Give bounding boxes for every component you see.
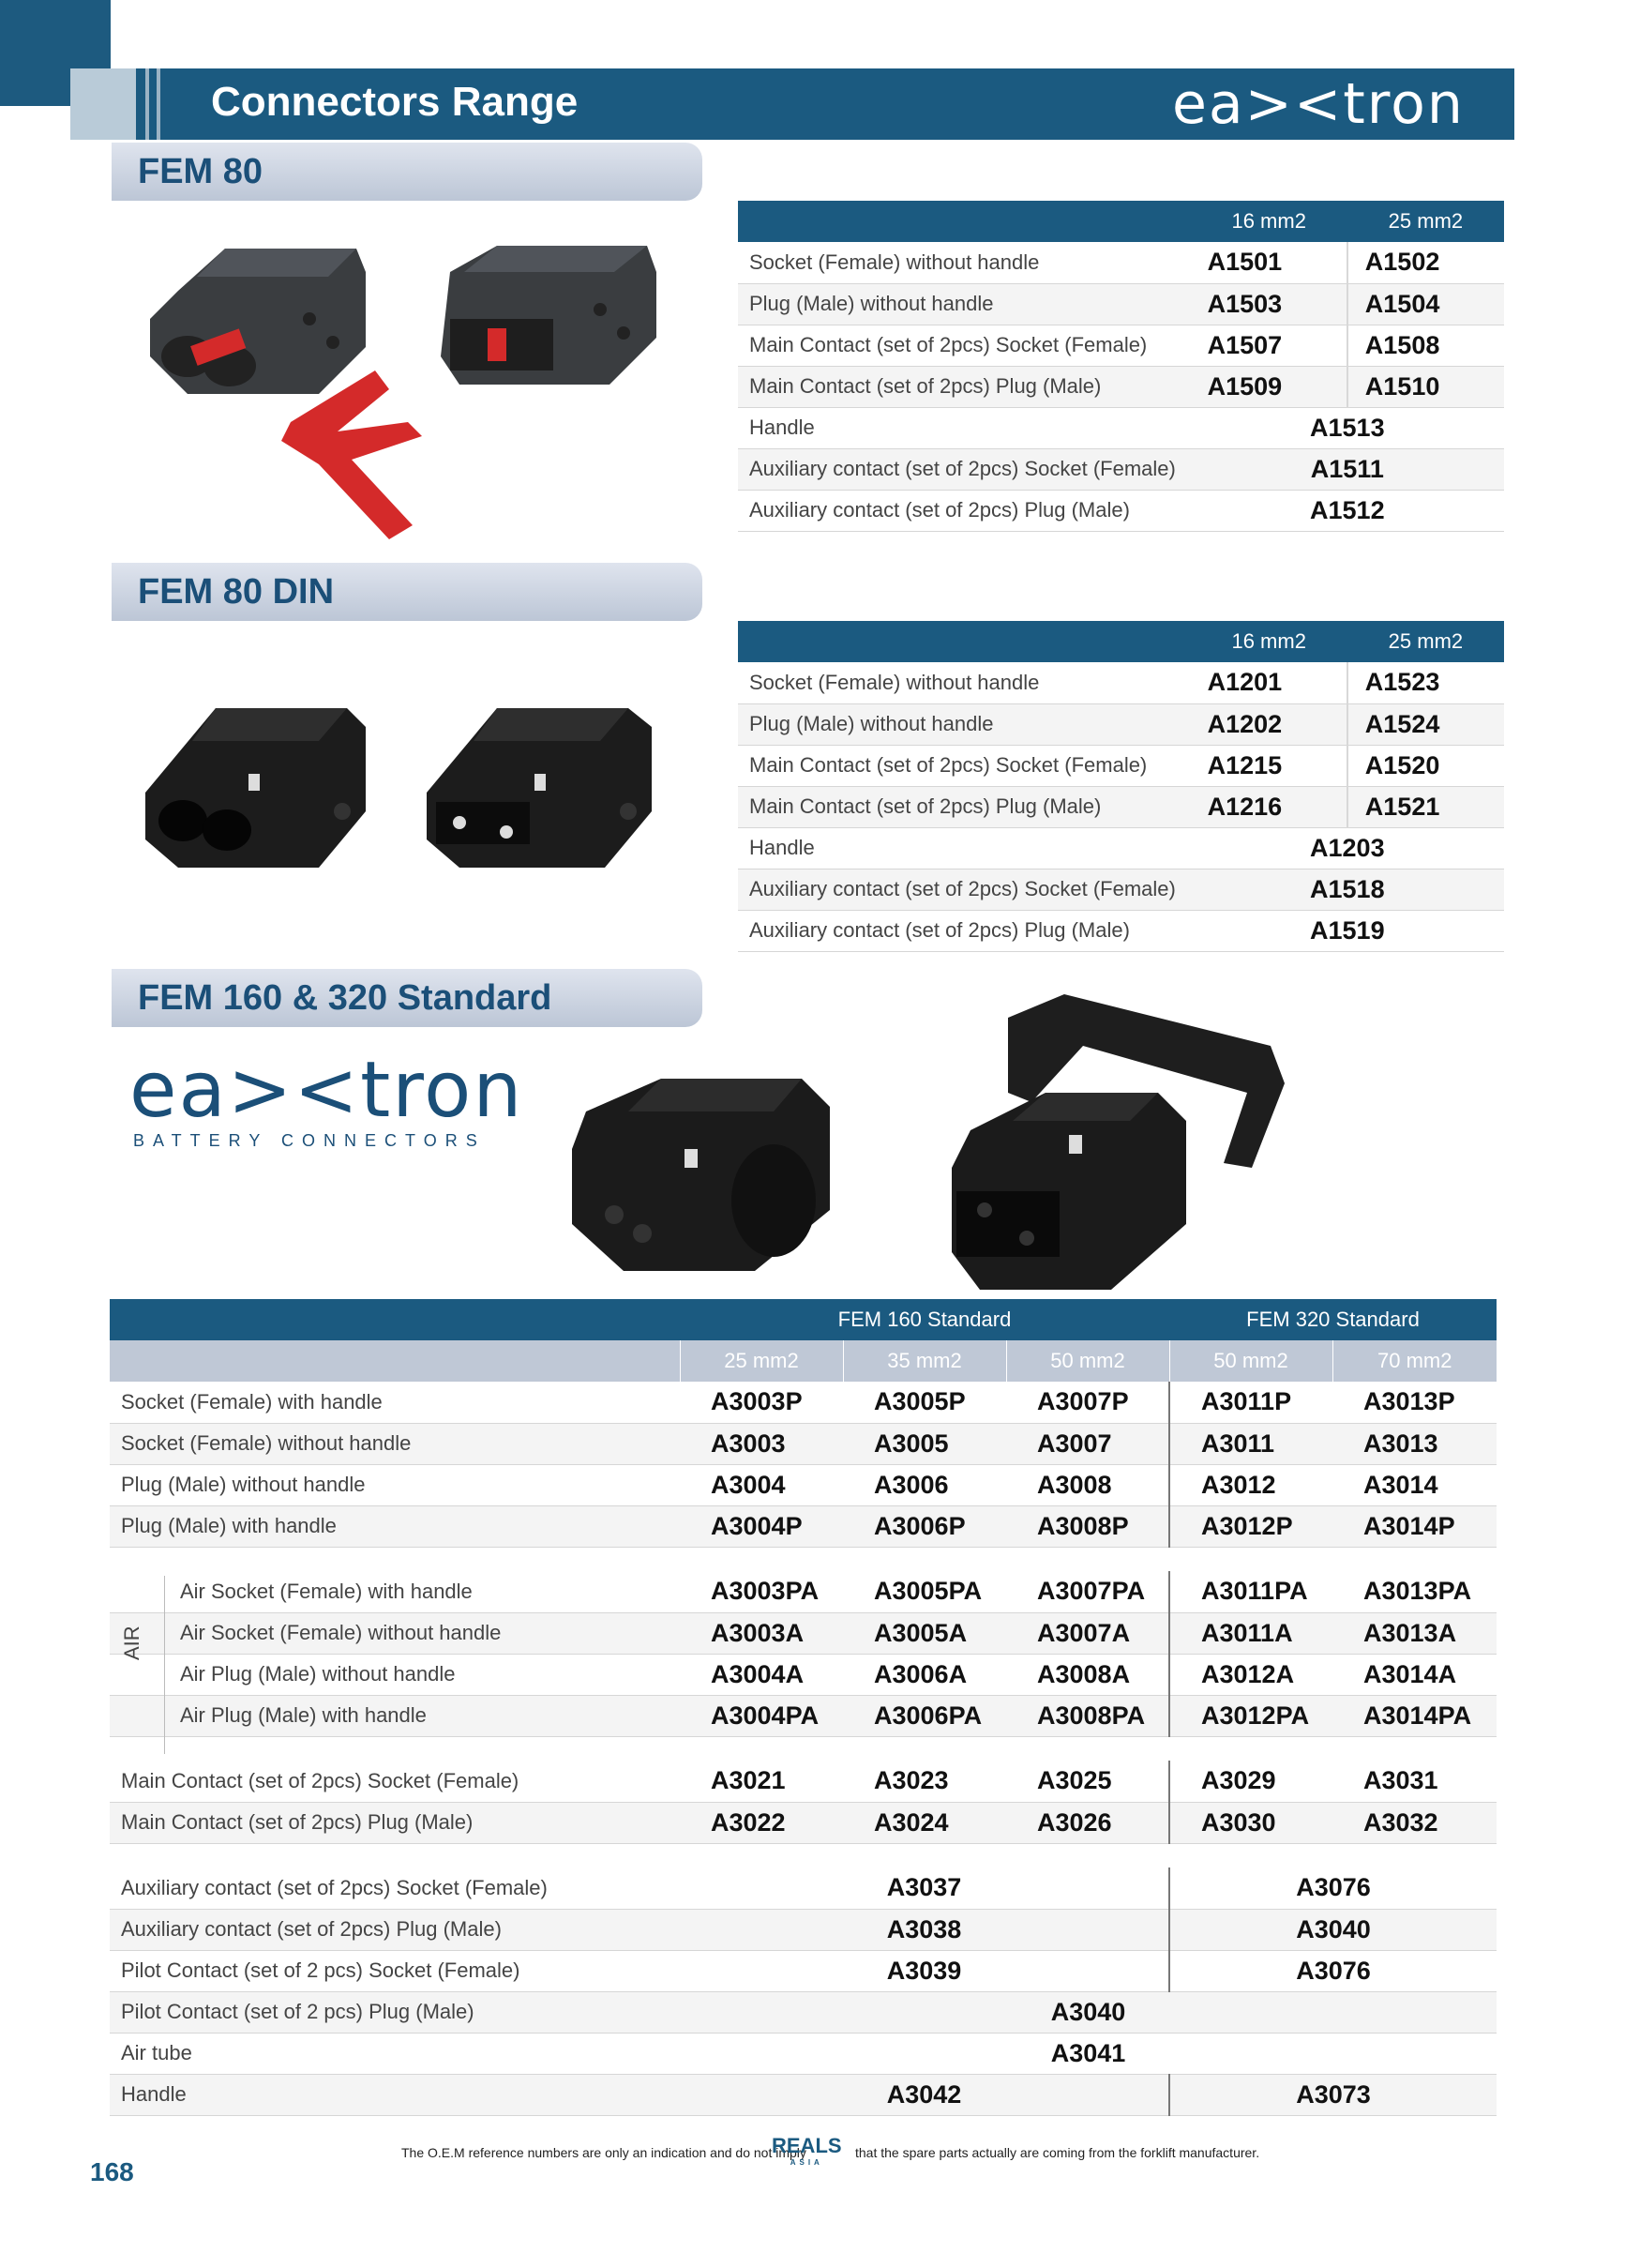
table-row [110, 1464, 1497, 1505]
table-row [738, 407, 1504, 448]
part-code: A3040 [1169, 1909, 1497, 1950]
row-label: Plug (Male) without handle [738, 703, 1191, 745]
part-code: A1519 [1191, 910, 1504, 951]
table-row [738, 869, 1504, 910]
row-label: Main Contact (set of 2pcs) Socket (Female) [738, 745, 1191, 786]
part-code: A3040 [680, 1991, 1497, 2033]
table-row-air [110, 1695, 1497, 1736]
part-code: A1203 [1191, 827, 1504, 869]
part-code: A3024 [843, 1802, 1006, 1843]
part-code: A3041 [680, 2033, 1497, 2074]
part-code: A3012P [1169, 1505, 1332, 1547]
part-code: A3005 [843, 1423, 1006, 1464]
part-code: A3012 [1169, 1464, 1332, 1505]
part-code: A1504 [1347, 283, 1504, 325]
part-code: A1518 [1191, 869, 1504, 910]
fem80-plug-image [441, 246, 656, 385]
section-title: FEM 80 [138, 152, 263, 191]
part-code: A3012A [1169, 1654, 1332, 1695]
part-code: A1510 [1347, 366, 1504, 407]
table-row [110, 1423, 1497, 1464]
col-size: 35 mm2 [843, 1340, 1006, 1382]
footer-disclaimer-left: The O.E.M reference numbers are only an indication and do not imply [401, 2145, 806, 2160]
part-code: A1509 [1191, 366, 1347, 407]
row-label: Air tube [110, 2033, 680, 2074]
logo-subtext: ASIA [790, 2158, 823, 2167]
part-code: A3006 [843, 1464, 1006, 1505]
row-label: Socket (Female) with handle [110, 1382, 680, 1423]
part-code: A3032 [1332, 1802, 1497, 1843]
part-code: A3023 [843, 1761, 1006, 1802]
table-row [738, 786, 1504, 827]
col-16mm2: 16 mm2 [1191, 201, 1347, 242]
table-row [110, 1505, 1497, 1547]
table-row [110, 1909, 1497, 1950]
col-size: 70 mm2 [1332, 1340, 1497, 1382]
part-code: A3003PA [680, 1571, 843, 1612]
part-code: A3039 [680, 1950, 1169, 1991]
air-group-divider [164, 1576, 165, 1754]
page-title: Connectors Range [211, 79, 579, 125]
part-code: A1512 [1191, 490, 1504, 531]
row-label: Pilot Contact (set of 2 pcs) Plug (Male) [110, 1991, 680, 2033]
table-row-air [110, 1571, 1497, 1612]
header-blank [110, 1299, 680, 1340]
part-code: A1524 [1347, 703, 1504, 745]
row-label: Handle [738, 827, 1191, 869]
part-code: A3013A [1332, 1612, 1497, 1654]
part-code: A3022 [680, 1802, 843, 1843]
part-code: A3038 [680, 1909, 1169, 1950]
part-code: A3014 [1332, 1464, 1497, 1505]
fem80din-plug-image [427, 708, 652, 868]
row-label: Auxiliary contact (set of 2pcs) Plug (Male) [738, 490, 1191, 531]
row-label: Main Contact (set of 2pcs) Plug (Male) [738, 786, 1191, 827]
air-group-label: AIR [120, 1625, 143, 1660]
row-label: Handle [738, 407, 1191, 448]
part-code: A1507 [1191, 325, 1347, 366]
table-row [738, 325, 1504, 366]
row-label: Socket (Female) without handle [738, 662, 1191, 703]
part-code: A3008P [1006, 1505, 1169, 1547]
part-code: A1201 [1191, 662, 1347, 703]
part-code: A3026 [1006, 1802, 1169, 1843]
part-code: A3004A [680, 1654, 843, 1695]
part-code: A3076 [1169, 1950, 1497, 1991]
footer-disclaimer-right: that the spare parts actually are coming from the forklift manufacturer. [855, 2145, 1260, 2160]
section-tab-fem80din [112, 563, 702, 621]
table-row [738, 448, 1504, 490]
part-code: A3013PA [1332, 1571, 1497, 1612]
row-label: Main Contact (set of 2pcs) Plug (Male) [110, 1802, 680, 1843]
part-code: A1202 [1191, 703, 1347, 745]
row-label: Auxiliary contact (set of 2pcs) Socket (Female) [110, 1867, 680, 1909]
table-row [110, 2033, 1497, 2074]
table-row [110, 1802, 1497, 1843]
part-code: A3013P [1332, 1382, 1497, 1423]
brand-logo: ea><tron [129, 1046, 524, 1135]
fem160-320-table [110, 1299, 1497, 2116]
row-label: Plug (Male) without handle [110, 1464, 680, 1505]
table-row [738, 283, 1504, 325]
part-code: A1513 [1191, 407, 1504, 448]
row-label: Auxiliary contact (set of 2pcs) Socket (Female) [738, 448, 1191, 490]
page-number: 168 [90, 2157, 134, 2186]
part-code: A3011PA [1169, 1571, 1332, 1612]
row-label: Air Socket (Female) without handle [110, 1612, 680, 1654]
table-row [738, 703, 1504, 745]
part-code: A3004 [680, 1464, 843, 1505]
part-code: A1523 [1347, 662, 1504, 703]
row-label: Main Contact (set of 2pcs) Plug (Male) [738, 366, 1191, 407]
part-code: A3006A [843, 1654, 1006, 1695]
fem80din-socket-image [145, 708, 366, 868]
header-blank [738, 621, 1191, 662]
part-code: A3029 [1169, 1761, 1332, 1802]
part-code: A3003 [680, 1423, 843, 1464]
row-label: Socket (Female) without handle [110, 1423, 680, 1464]
row-label: Main Contact (set of 2pcs) Socket (Female) [738, 325, 1191, 366]
part-code: A1216 [1191, 786, 1347, 827]
part-code: A3008 [1006, 1464, 1169, 1505]
row-label: Air Plug (Male) with handle [110, 1695, 680, 1736]
part-code: A3013 [1332, 1423, 1497, 1464]
table-row [110, 1950, 1497, 1991]
table-row [110, 1382, 1497, 1423]
part-code: A1215 [1191, 745, 1347, 786]
part-code: A3007A [1006, 1612, 1169, 1654]
part-code: A1503 [1191, 283, 1347, 325]
header-blank [738, 201, 1191, 242]
table-row-air [110, 1654, 1497, 1695]
table-row [738, 910, 1504, 951]
col-size: 50 mm2 [1006, 1340, 1169, 1382]
part-code: A3005PA [843, 1571, 1006, 1612]
part-code: A3011A [1169, 1612, 1332, 1654]
fem80-table [738, 201, 1504, 532]
part-code: A3006PA [843, 1695, 1006, 1736]
table-row [738, 745, 1504, 786]
row-label: Pilot Contact (set of 2 pcs) Socket (Female) [110, 1950, 680, 1991]
table-row [110, 1761, 1497, 1802]
part-code: A3008PA [1006, 1695, 1169, 1736]
part-code: A3073 [1169, 2074, 1497, 2115]
part-code: A3005A [843, 1612, 1006, 1654]
col-25mm2: 25 mm2 [1347, 201, 1504, 242]
part-code: A3014A [1332, 1654, 1497, 1695]
fem80-connectors-photo [141, 234, 666, 544]
part-code: A3003A [680, 1612, 843, 1654]
fem160-plug-handle-image [952, 994, 1285, 1290]
part-code: A3007P [1006, 1382, 1169, 1423]
table-row-air [110, 1612, 1497, 1654]
logo-text: REALS [772, 2134, 842, 2157]
part-code: A3030 [1169, 1802, 1332, 1843]
table-row [110, 2074, 1497, 2115]
table-row [738, 827, 1504, 869]
table-row [738, 662, 1504, 703]
part-code: A3076 [1169, 1867, 1497, 1909]
table-row [110, 1991, 1497, 2033]
row-label: Handle [110, 2074, 680, 2115]
table-row [738, 366, 1504, 407]
brand-tagline: BATTERY CONNECTORS [133, 1131, 486, 1150]
group-fem320: FEM 320 Standard [1169, 1299, 1497, 1340]
part-code: A3007PA [1006, 1571, 1169, 1612]
section-tab-fem80 [112, 143, 702, 201]
fem80-handle-image [281, 370, 422, 539]
part-code: A3042 [680, 2074, 1169, 2115]
part-code: A3031 [1332, 1761, 1497, 1802]
part-code: A3012PA [1169, 1695, 1332, 1736]
part-code: A3014P [1332, 1505, 1497, 1547]
reals-asia-logo [772, 2134, 842, 2167]
header-stripes [70, 68, 183, 140]
part-code: A1511 [1191, 448, 1504, 490]
header-blank [110, 1340, 680, 1382]
part-code: A3014PA [1332, 1695, 1497, 1736]
group-fem160: FEM 160 Standard [680, 1299, 1169, 1340]
part-code: A3004PA [680, 1695, 843, 1736]
part-code: A1521 [1347, 786, 1504, 827]
row-label: Main Contact (set of 2pcs) Socket (Female) [110, 1761, 680, 1802]
row-label: Auxiliary contact (set of 2pcs) Socket (Female) [738, 869, 1191, 910]
table-row [110, 1867, 1497, 1909]
row-label: Auxiliary contact (set of 2pcs) Plug (Male) [110, 1909, 680, 1950]
row-label: Auxiliary contact (set of 2pcs) Plug (Male) [738, 910, 1191, 951]
col-size: 25 mm2 [680, 1340, 843, 1382]
fem80din-table [738, 621, 1504, 952]
section-title: FEM 80 DIN [138, 572, 335, 612]
part-code: A1520 [1347, 745, 1504, 786]
table-row [738, 490, 1504, 531]
row-label: Air Plug (Male) without handle [110, 1654, 680, 1695]
part-code: A3011 [1169, 1423, 1332, 1464]
row-label: Socket (Female) without handle [738, 242, 1191, 283]
col-25mm2: 25 mm2 [1347, 621, 1504, 662]
part-code: A3025 [1006, 1761, 1169, 1802]
part-code: A3021 [680, 1761, 843, 1802]
table-row [738, 242, 1504, 283]
section-title: FEM 160 & 320 Standard [138, 978, 552, 1018]
header-logo: ea><tron [1172, 71, 1465, 137]
row-label: Plug (Male) with handle [110, 1505, 680, 1547]
part-code: A3003P [680, 1382, 843, 1423]
part-code: A3005P [843, 1382, 1006, 1423]
part-code: A3011P [1169, 1382, 1332, 1423]
part-code: A1501 [1191, 242, 1347, 283]
fem80din-connectors-photo [141, 699, 666, 896]
part-code: A1502 [1347, 242, 1504, 283]
part-code: A1508 [1347, 325, 1504, 366]
part-code: A3007 [1006, 1423, 1169, 1464]
part-code: A3008A [1006, 1654, 1169, 1695]
fem80-socket-image [150, 249, 366, 394]
row-label: Plug (Male) without handle [738, 283, 1191, 325]
part-code: A3006P [843, 1505, 1006, 1547]
col-16mm2: 16 mm2 [1191, 621, 1347, 662]
part-code: A3037 [680, 1867, 1169, 1909]
fem160-connectors-photo [558, 990, 1289, 1299]
row-label: Air Socket (Female) with handle [110, 1571, 680, 1612]
fem160-socket-image [572, 1079, 830, 1271]
part-code: A3004P [680, 1505, 843, 1547]
col-size: 50 mm2 [1169, 1340, 1332, 1382]
